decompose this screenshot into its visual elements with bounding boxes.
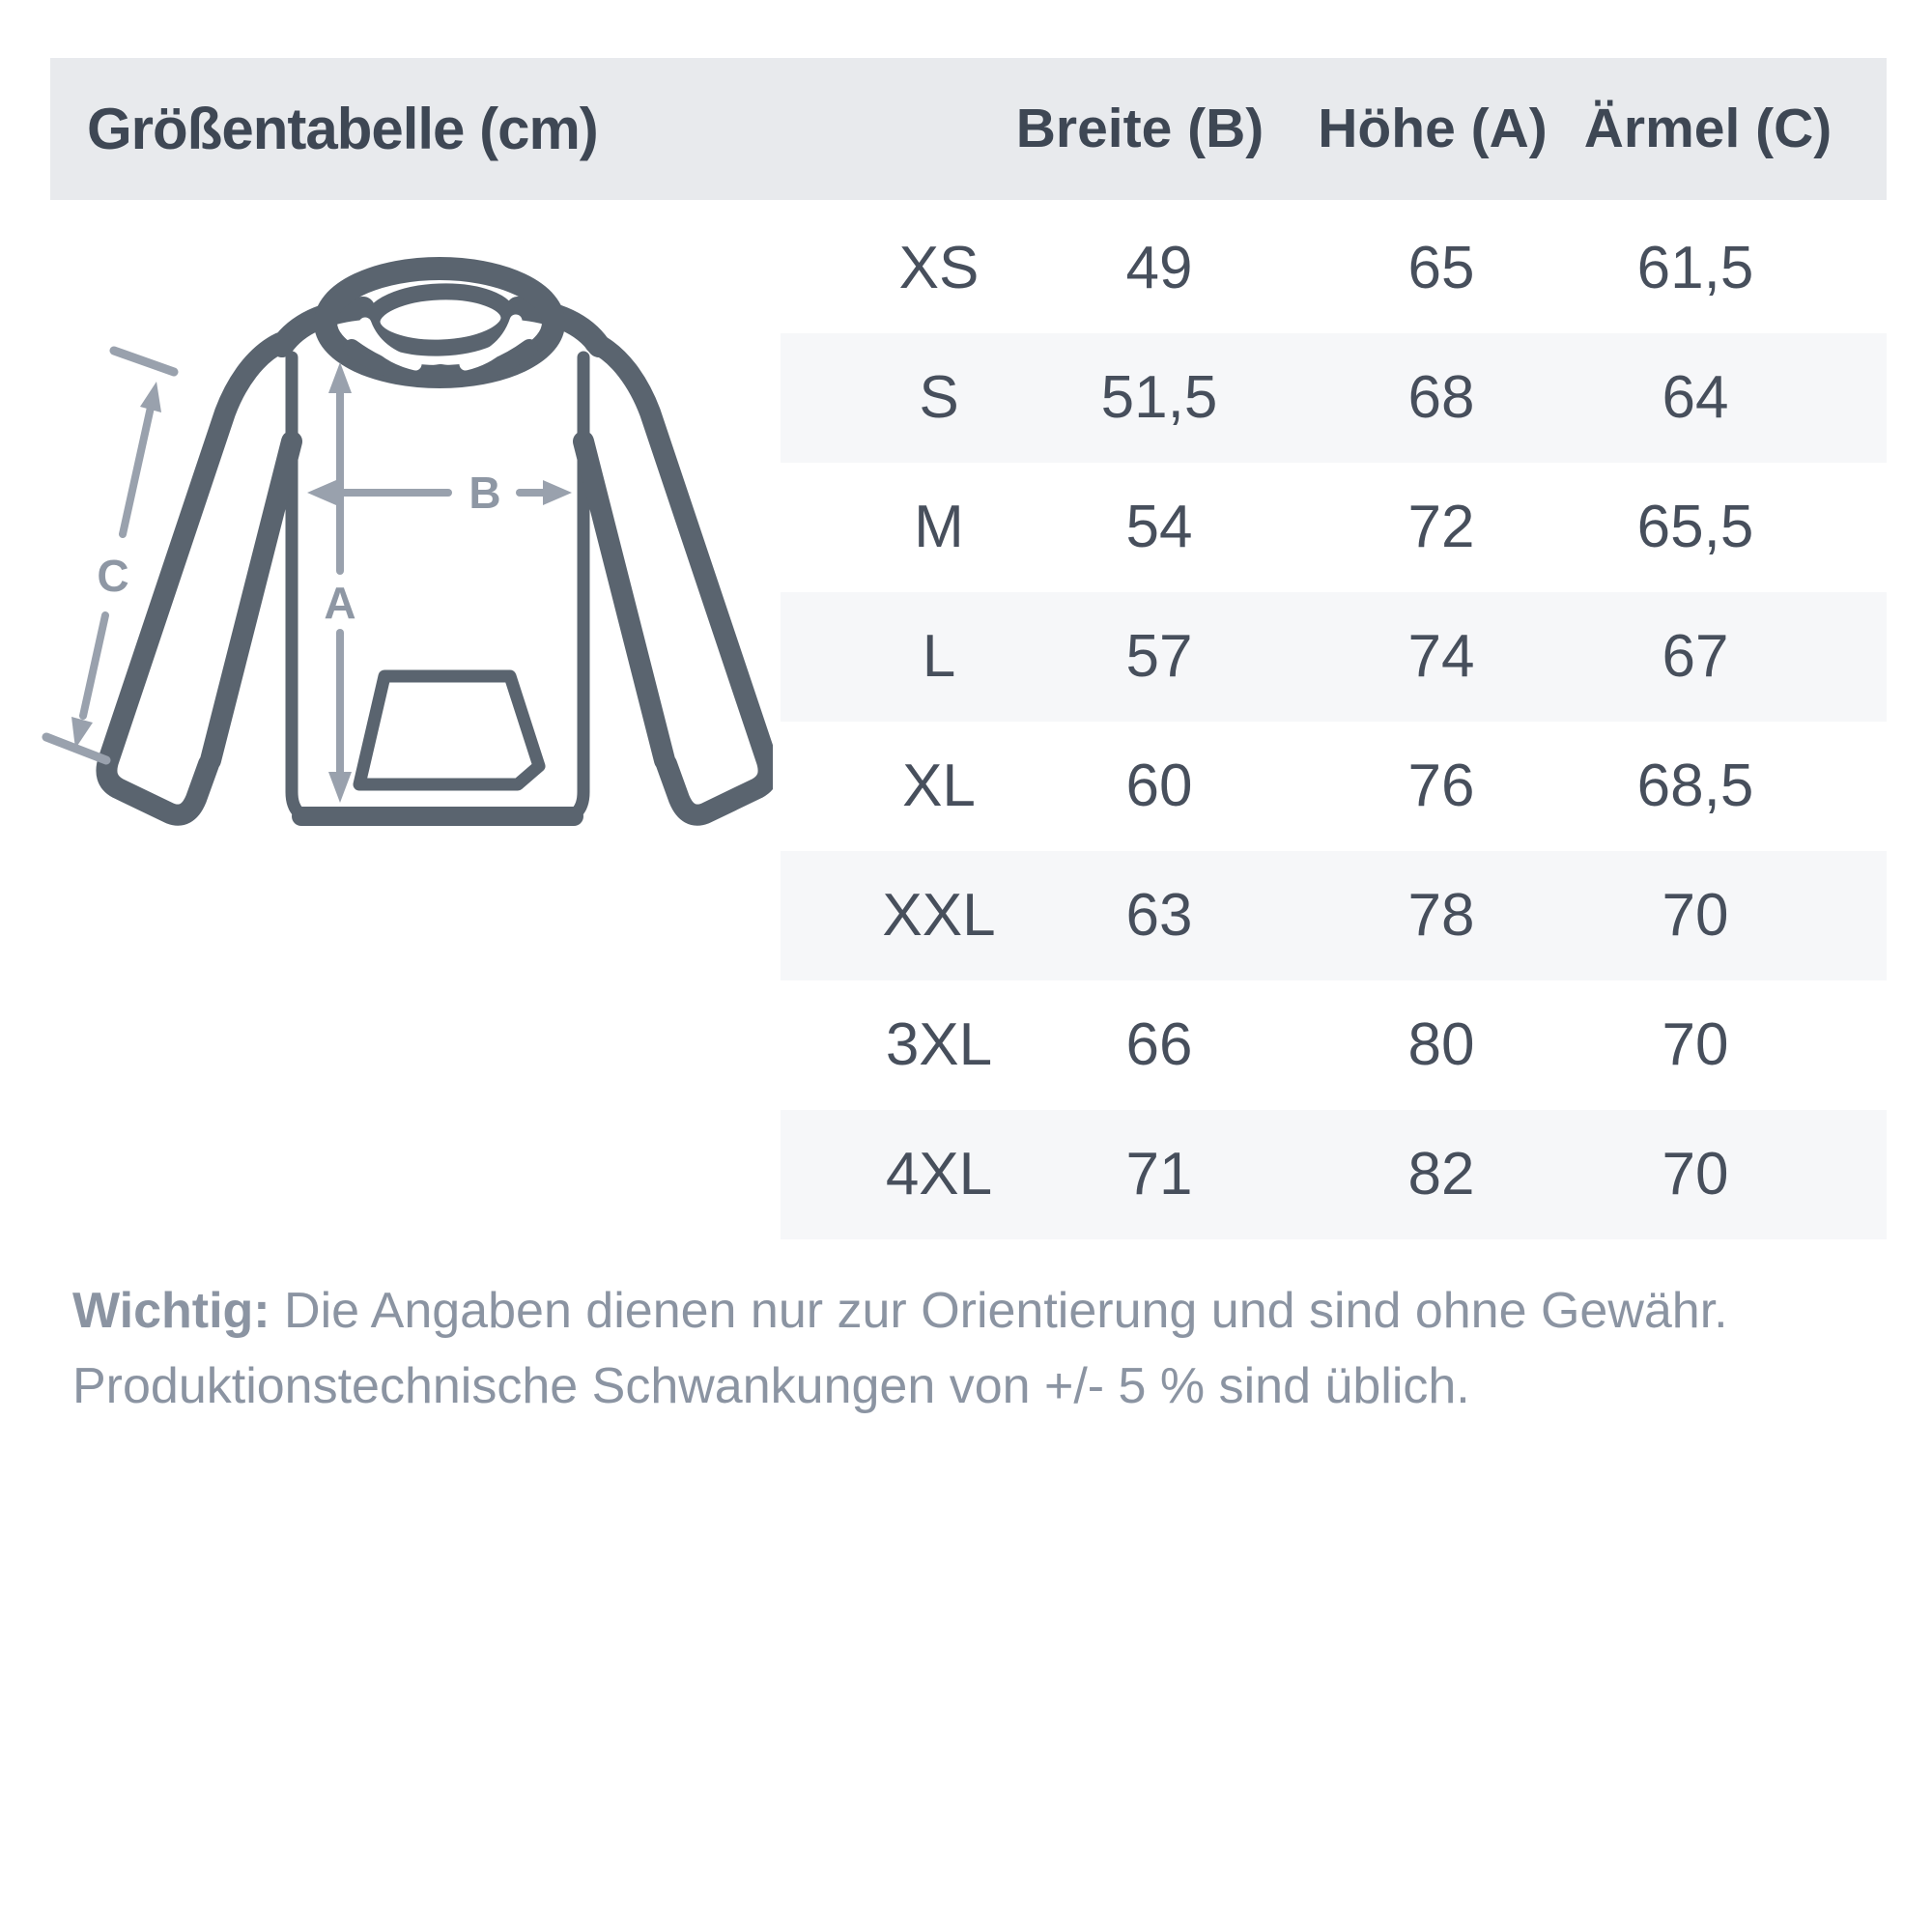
size-row-m bbox=[781, 463, 1887, 592]
size-row-3xl bbox=[781, 980, 1887, 1110]
size-label: 3XL bbox=[885, 1011, 993, 1078]
hoehe-value: 65 bbox=[1407, 235, 1475, 301]
size-row-l bbox=[781, 592, 1887, 722]
breite-value: 54 bbox=[1125, 494, 1193, 560]
breite-value: 66 bbox=[1125, 1011, 1193, 1078]
breite-value: 60 bbox=[1125, 753, 1193, 819]
breite-value: 49 bbox=[1125, 235, 1193, 301]
size-row-s bbox=[781, 333, 1887, 463]
size-label: XS bbox=[898, 235, 980, 301]
hoodie-measurement-diagram bbox=[39, 188, 773, 884]
hoehe-value: 80 bbox=[1407, 1011, 1475, 1078]
breite-value: 51,5 bbox=[1100, 364, 1218, 431]
size-label: S bbox=[919, 364, 959, 431]
aermel-value: 67 bbox=[1662, 623, 1729, 690]
size-chart-header-band bbox=[50, 58, 1887, 200]
measure-label-c: C bbox=[97, 551, 129, 601]
hoehe-value: 78 bbox=[1407, 882, 1475, 949]
size-row-xl bbox=[781, 722, 1887, 851]
breite-value: 71 bbox=[1125, 1141, 1193, 1208]
size-row-4xl bbox=[781, 1110, 1887, 1239]
breite-value: 57 bbox=[1125, 623, 1193, 690]
hoehe-value: 82 bbox=[1407, 1141, 1475, 1208]
aermel-value: 68,5 bbox=[1636, 753, 1754, 819]
aermel-value: 64 bbox=[1662, 364, 1729, 431]
disclaimer-line-1-text: Die Angaben dienen nur zur Orientierung und sind ohne Gewähr. bbox=[270, 1283, 1728, 1339]
hoehe-value: 68 bbox=[1407, 364, 1475, 431]
size-label: XL bbox=[902, 753, 976, 819]
hoehe-value: 72 bbox=[1407, 494, 1475, 560]
measure-label-a: A bbox=[324, 578, 356, 628]
disclaimer-line-1 bbox=[72, 1273, 1773, 1349]
hoehe-value: 74 bbox=[1407, 623, 1475, 690]
column-header-aermel: Ärmel (C) bbox=[1583, 98, 1833, 159]
column-header-hoehe: Höhe (A) bbox=[1318, 98, 1548, 159]
size-row-xs bbox=[781, 204, 1887, 333]
hoodie-diagram-svg bbox=[39, 188, 773, 884]
size-row-xxl bbox=[781, 851, 1887, 980]
aermel-value: 70 bbox=[1662, 1011, 1729, 1078]
column-header-breite: Breite (B) bbox=[1015, 98, 1264, 159]
size-label: M bbox=[914, 494, 964, 560]
hoehe-value: 76 bbox=[1407, 753, 1475, 819]
disclaimer-bold-label: Wichtig: bbox=[72, 1283, 270, 1339]
size-label: XXL bbox=[882, 882, 996, 949]
measure-label-b: B bbox=[469, 468, 501, 518]
aermel-value: 70 bbox=[1662, 882, 1729, 949]
size-label: 4XL bbox=[885, 1141, 993, 1208]
aermel-value: 70 bbox=[1662, 1141, 1729, 1208]
size-label: L bbox=[922, 623, 956, 690]
size-table bbox=[781, 204, 1887, 1239]
aermel-value: 65,5 bbox=[1636, 494, 1754, 560]
size-chart-title: Größentabelle (cm) bbox=[87, 97, 598, 161]
disclaimer-line-2: Produktionstechnische Schwankungen von +/- 5 % sind üblich. bbox=[72, 1358, 1470, 1414]
disclaimer-note bbox=[72, 1273, 1773, 1424]
aermel-value: 61,5 bbox=[1636, 235, 1754, 301]
breite-value: 63 bbox=[1125, 882, 1193, 949]
